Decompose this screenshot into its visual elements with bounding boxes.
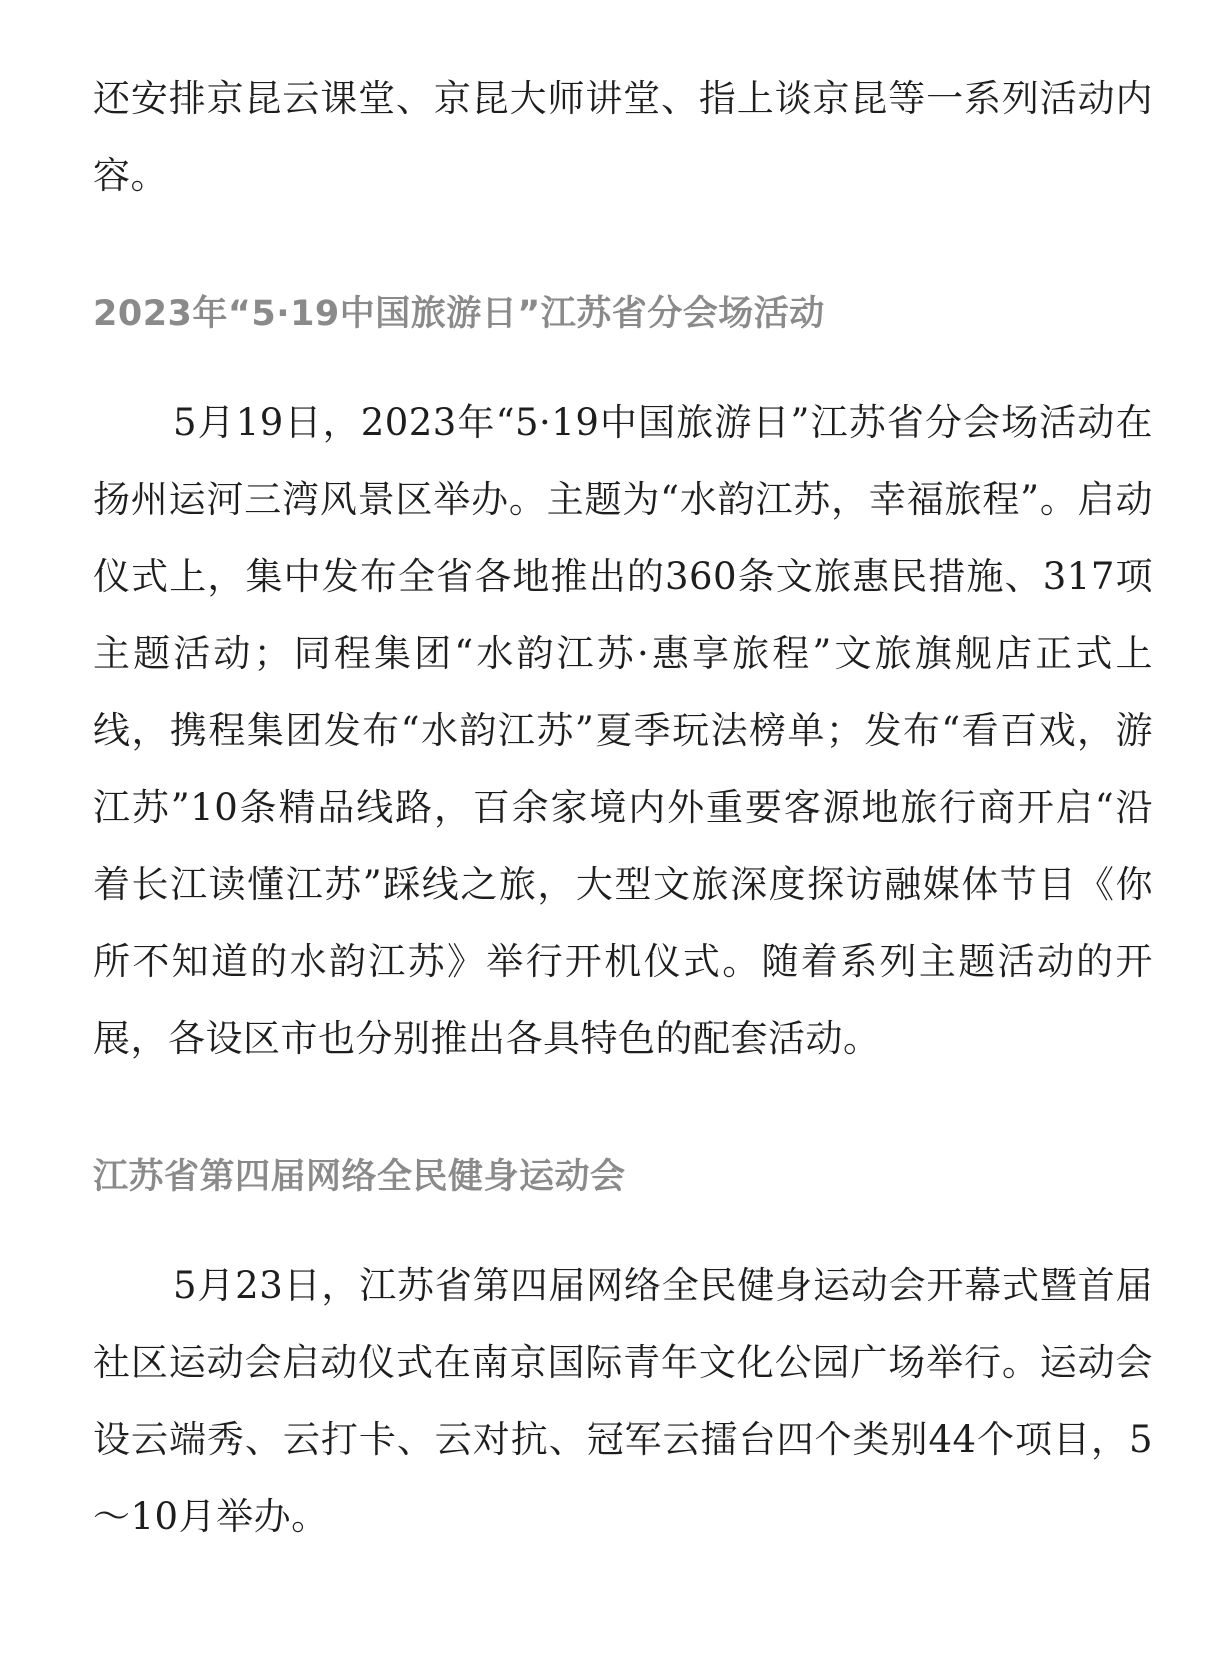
spacer (93, 214, 1153, 284)
document-page (93, 60, 1153, 1555)
spacer (93, 344, 1153, 384)
spacer (93, 1207, 1153, 1247)
section-body-fitness-games: 5月23日，江苏省第四届网络全民健身运动会开幕式暨首届社区运动会启动仪式在南京国际青年文化公园广场举行。运动会设云端秀、云打卡、云对抗、冠军云擂台四个类别44个项目，5～10月举办。 (93, 1264, 1153, 1538)
section-body-tourism-day: 5月19日，2023年“5·19中国旅游日”江苏省分会场活动在扬州运河三湾风景区举办。主题为“水韵江苏，幸福旅程”。启动仪式上，集中发布全省各地推出的360条文旅惠民措施、317项主题活动；同程集团“水韵江苏·惠享旅程”文旅旗舰店正式上线，携程集团发布“水韵江苏”夏季玩法榜单；发布“看百戏，游江苏”10条精品线路，百余家境内外重要客源地旅行商开启“沿着长江读懂江苏”踩线之旅，大型文旅深度探访融媒体节目《你所不知道的水韵江苏》举行开机仪式。随着系列主题活动的开展，各设区市也分别推出各具特色的配套活动。 (93, 401, 1153, 1060)
section-heading-tourism-day: 2023年“5·19中国旅游日”江苏省分会场活动 (93, 294, 825, 334)
intro-paragraph: 还安排京昆云课堂、京昆大师讲堂、指上谈京昆等一系列活动内容。 (93, 77, 1153, 197)
section-heading-fitness-games: 江苏省第四届网络全民健身运动会 (93, 1157, 626, 1197)
spacer (93, 1077, 1153, 1147)
